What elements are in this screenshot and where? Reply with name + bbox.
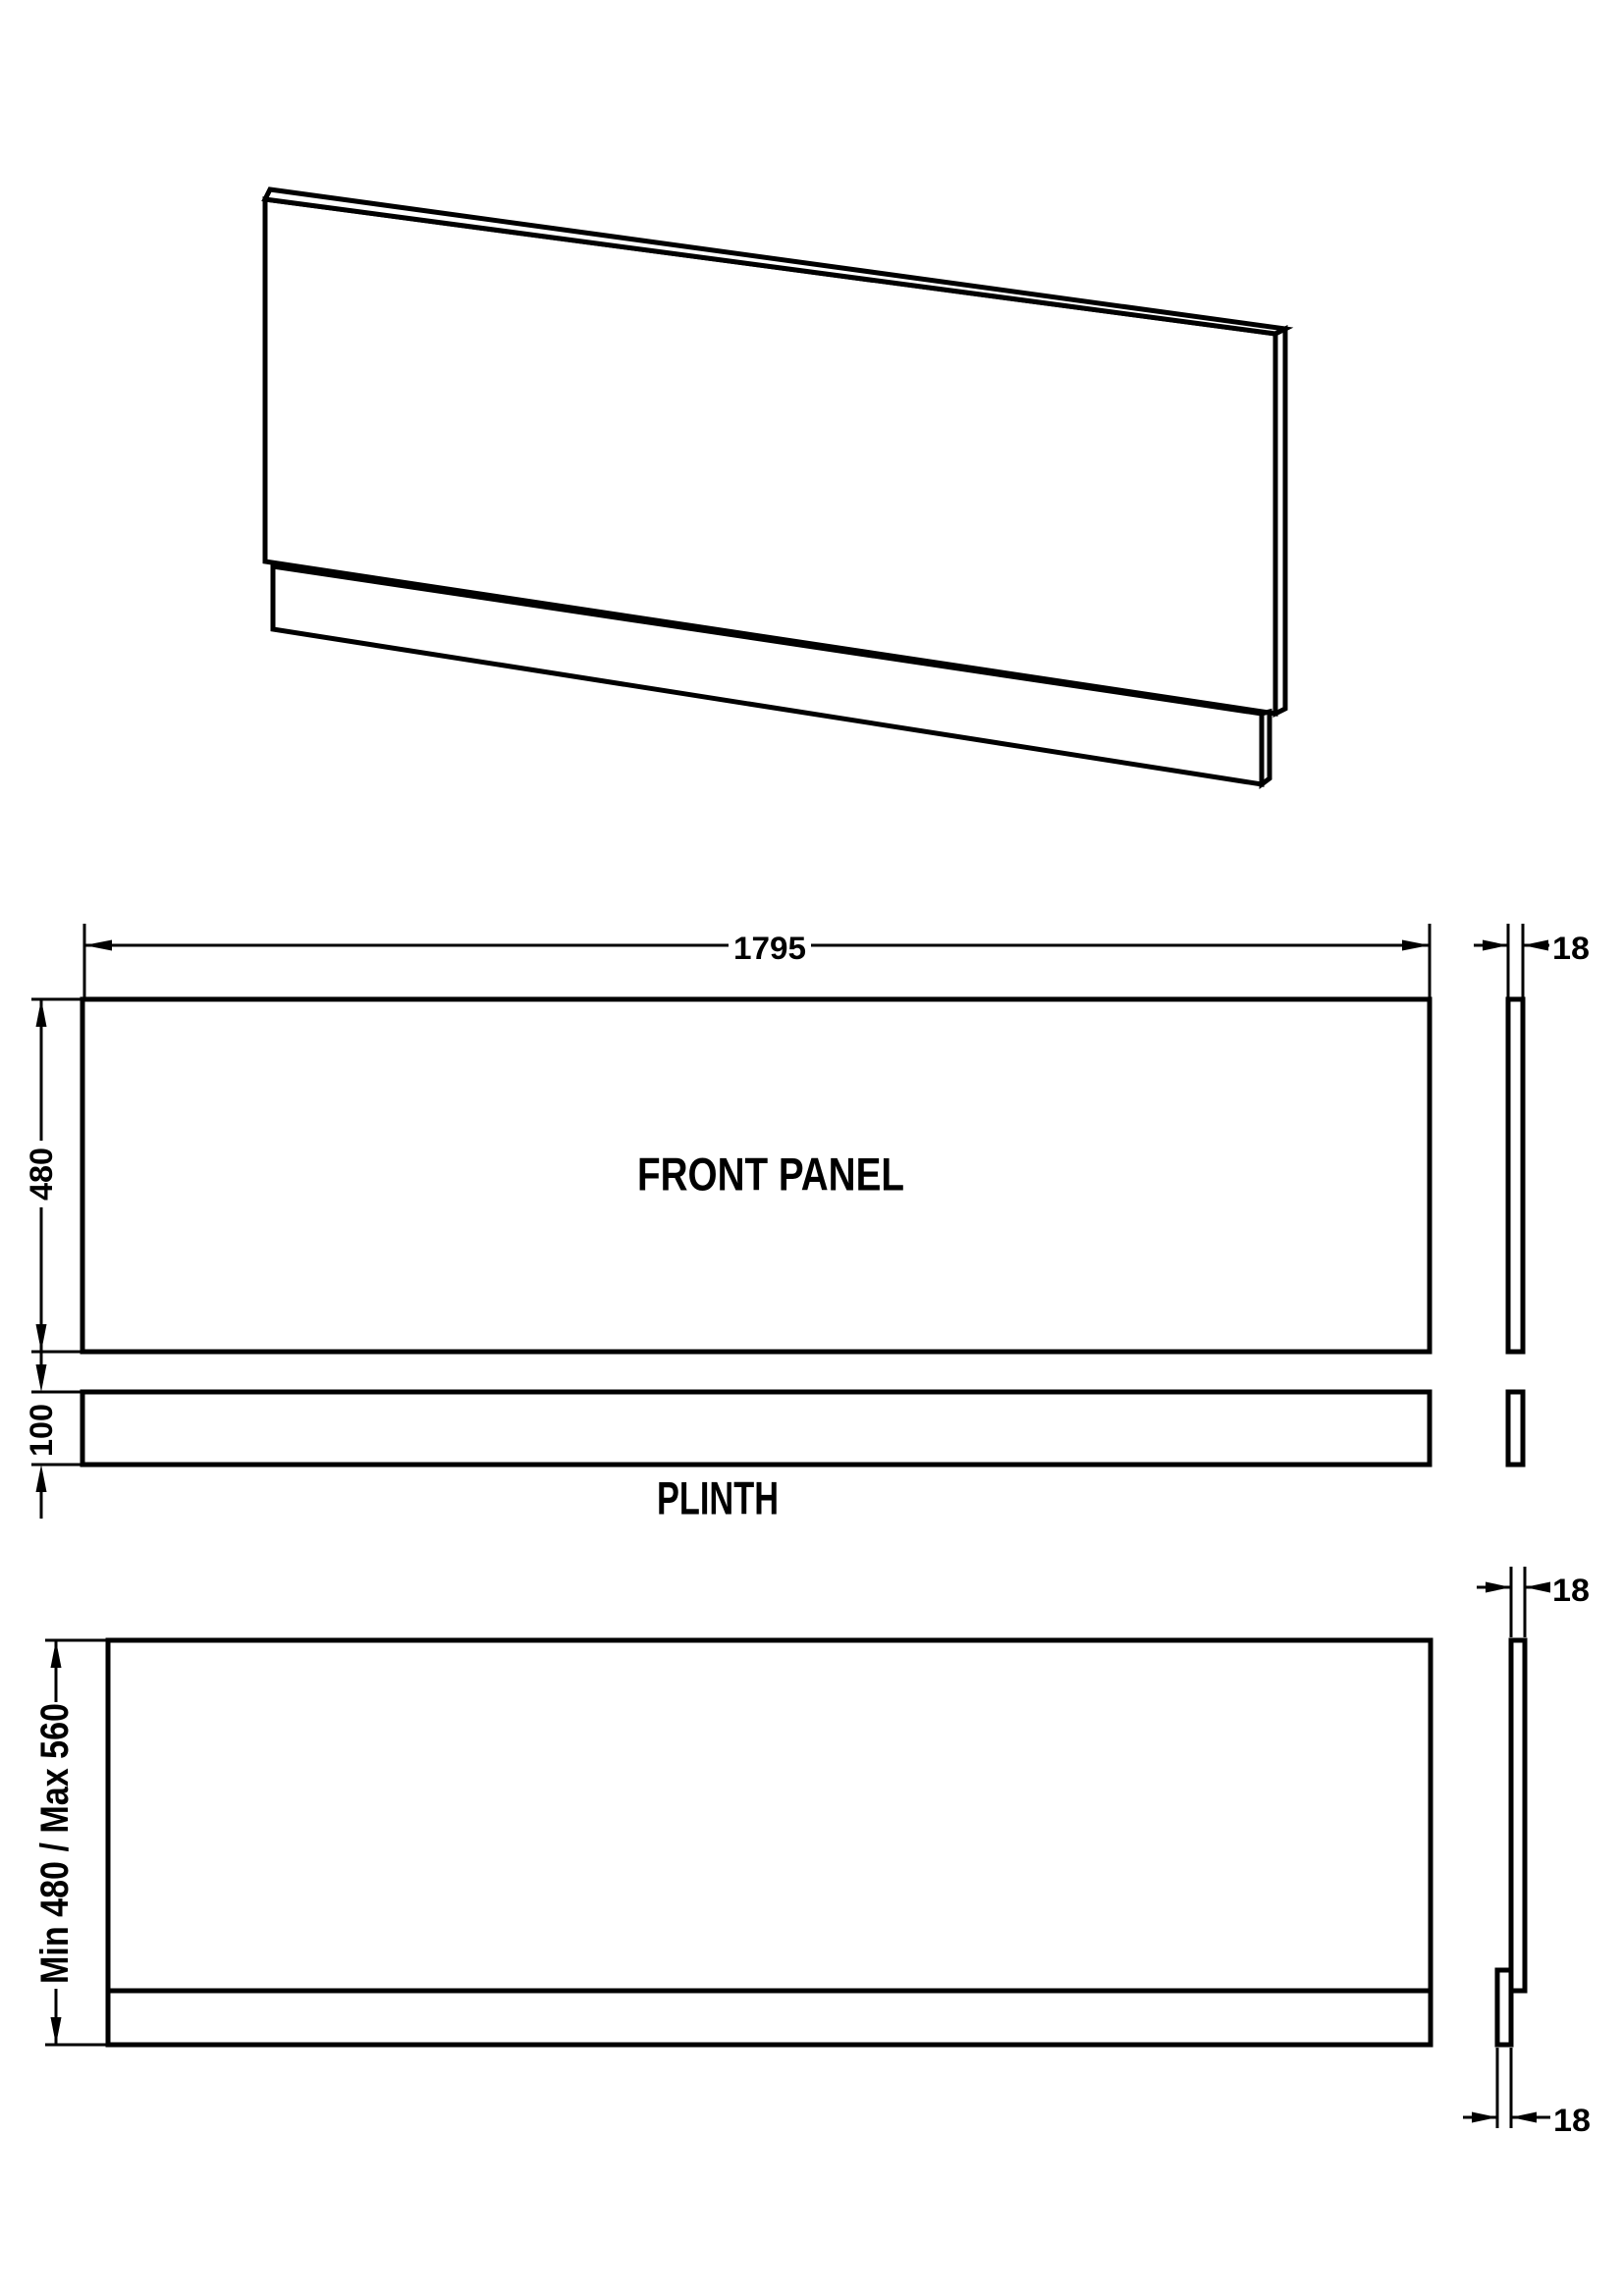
plinth-side-rect [1508, 1392, 1523, 1465]
plinth-rect [82, 1392, 1430, 1465]
arrowhead-lower [36, 1465, 47, 1492]
dim-width-value: 1795 [733, 931, 806, 966]
dim-panel-thickness-value: 18 [1552, 1573, 1590, 1608]
adjustable-plinth-side-rect [1497, 1970, 1511, 2045]
panel-3d-right-edge [1275, 329, 1285, 714]
dim-width-1795 [84, 924, 1430, 997]
arrowhead-left [84, 940, 112, 951]
adjustable-panel-view [33, 1567, 1591, 2138]
adjustable-panel-rect [108, 1640, 1431, 2045]
dim-plinth-value: 100 [24, 1404, 59, 1457]
arrowhead-right [1402, 940, 1430, 951]
dim-height-range [33, 1640, 110, 2045]
plinth-label: PLINTH [657, 1471, 779, 1524]
arrowhead-upper [36, 1364, 47, 1392]
dim-height-value: 480 [24, 1148, 59, 1201]
arrowhead-left [1486, 1582, 1511, 1593]
arrowhead-left [1472, 2112, 1497, 2123]
front-panel-label: FRONT PANEL [637, 1148, 904, 1201]
dim-plinth-100 [24, 1352, 84, 1519]
front-panel-side-rect [1508, 999, 1523, 1352]
plinth-view [24, 1352, 1523, 1524]
dim-thickness-18-bottom-top [1477, 1567, 1590, 1637]
arrowhead-left [1483, 940, 1508, 951]
dim-thickness-18-bottom-bottom [1463, 2048, 1591, 2138]
isometric-view [265, 189, 1285, 784]
plinth-3d-right-edge [1262, 712, 1270, 784]
arrowhead-bottom [51, 2017, 62, 2045]
arrowhead-top [36, 999, 47, 1027]
adjustable-panel-side-rect [1511, 1640, 1525, 1991]
dim-height-480 [24, 999, 84, 1352]
front-panel-view [24, 924, 1590, 1352]
dim-height-range-value: Min 480 / Max 560 [33, 1654, 77, 1984]
arrowhead-bottom [36, 1324, 47, 1352]
arrowhead-top [51, 1640, 62, 1668]
dim-plinth-thickness-value: 18 [1553, 2103, 1591, 2138]
dim-thickness-value: 18 [1552, 931, 1590, 966]
dim-thickness-18-middle [1474, 924, 1590, 997]
